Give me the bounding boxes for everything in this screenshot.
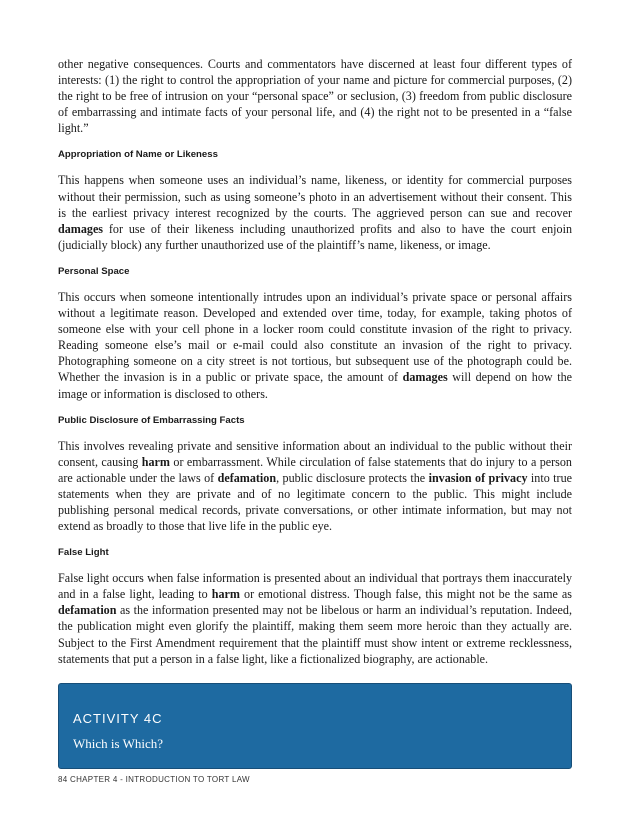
heading-false-light: False Light xyxy=(58,547,109,559)
page-body xyxy=(58,56,572,667)
page-footer: 84 CHAPTER 4 - INTRODUCTION TO TORT LAW xyxy=(58,775,250,784)
term-defamation: defamation xyxy=(217,470,277,485)
term-damages: damages xyxy=(58,221,104,236)
heading-appropriation: Appropriation of Name or Likeness xyxy=(58,149,218,161)
intro-paragraph: other negative consequences. Courts and commentators have discerned at least four different types of interests: (1) the right to control the appropriation of your name and picture for commercial purposes, (2) the right to be free of intrusion on your “personal space” or seclusion, (3) freedom from public disclosure of embarrassing and intimate facts of your personal life, and (4) the right not to be presented in a “false light.” xyxy=(58,57,572,136)
activity-title: Which is Which? xyxy=(73,736,164,751)
paragraph-personal-space: This occurs when someone intentionally intrudes upon an individual’s private space or personal affairs without a legitimate reason. Developed and extended over time, today, for example, taking photos of someone else with your cell phone in a locker room could constitute invasion of the right to privacy. Reading someone else’s mail or e-mail could also constitute an invasion of the right to privacy. Photographing someone on a city street is not tortious, but subsequent use of the photograph could be. Whether the invasion is in a public or private space, the amount of damages will depend on how the image or information is disclosed to others. xyxy=(58,289,572,401)
term-harm: harm xyxy=(141,454,170,469)
activity-callout xyxy=(58,683,572,769)
activity-label: ACTIVITY 4C xyxy=(73,711,163,726)
paragraph-public-disclosure: This involves revealing private and sensitive information about an individual to the public without their consent, causing harm or embarrassment. While circulation of false statements that do injury to a person are actionable under the laws of defamation, public disclosure protects the invasion of privacy into true statements when they are private and of no legitimate concern to the public. This might include publishing personal medical records, private conversations, or other intimate information, but may not extend as broadly to those that live life in the public eye. xyxy=(58,438,572,534)
heading-personal-space: Personal Space xyxy=(58,265,130,277)
term-harm: harm xyxy=(211,587,240,602)
term-defamation: defamation xyxy=(58,603,117,618)
term-invasion-of-privacy: invasion of privacy xyxy=(428,470,528,485)
paragraph-false-light: False light occurs when false information is presented about an individual that portrays them inaccurately and in a false light, leading to harm or emotional distress. Though false, this might not be the same as defamation as the information presented may not be libelous or harm an individual’s reputation. Indeed, the publication might even glorify the plaintiff, making them seem more heroic than they actually are. Subject to the First Amendment requirement that the plaintiff must show intent or extreme recklessness, statements that put a person in a false light, like a fictionalized biography, are actionable. xyxy=(58,571,572,666)
term-damages: damages xyxy=(402,370,448,385)
heading-public-disclosure: Public Disclosure of Embarrassing Facts xyxy=(58,414,245,426)
paragraph-appropriation: This happens when someone uses an individual’s name, likeness, or identity for commercial purposes without their permission, such as using someone’s photo in an advertisement without their consent. This is the earliest privacy interest recognized by the courts. The aggrieved person can sue and recover damages for use of their likeness including unauthorized profits and also to have the court enjoin (judicially block) any further unauthorized use of the plaintiff’s name, likeness, or image. xyxy=(58,173,572,252)
